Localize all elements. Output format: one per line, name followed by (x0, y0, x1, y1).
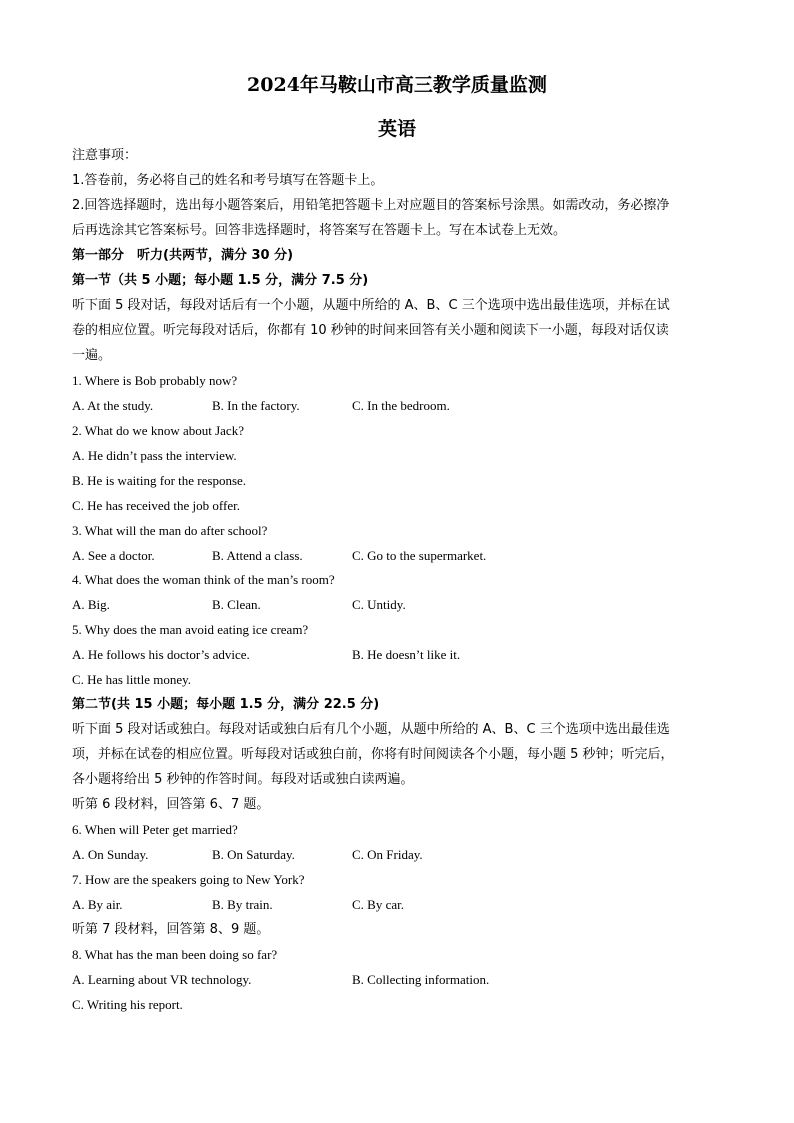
question-2-option-a: A. He didn’t pass the interview. (72, 448, 237, 463)
question-8-option-b: B. Collecting information. (352, 972, 490, 987)
question-3-stem: 3. What will the man do after school? (72, 523, 268, 538)
question-8-stem: 8. What has the man been doing so far? (72, 947, 278, 962)
question-3-option-a: A. See a doctor. (72, 548, 155, 563)
section1-instructions-line-1: 听下面 5 段对话，每段对话后有一个小题，从题中所给的 A、B、C 三个选项中选出最佳选项，并标在试 (72, 298, 670, 313)
question-4-option-a: A. Big. (72, 597, 110, 612)
notice-item-1: 1.答卷前，务必将自己的姓名和考号填写在答题卡上。 (72, 173, 384, 188)
question-8-option-a: A. Learning about VR technology. (72, 972, 252, 987)
question-3-option-b: B. Attend a class. (212, 548, 303, 563)
section2-heading: 第二节(共 15 小题；每小题 1.5 分，满分 22.5 分) (72, 697, 380, 712)
question-5-option-c: C. He has little money. (72, 672, 192, 687)
section2-instructions-line-1: 听下面 5 段对话或独白。每段对话或独白后有几个小题，从题中所给的 A、B、C 三个选项中选出最佳选 (72, 722, 670, 737)
notice-item-2-line-1: 2.回答选择题时，选出每小题答案后，用铅笔把答题卡上对应题目的答案标号涂黑。如需改动，务必擦净 (72, 198, 670, 213)
question-2-option-c: C. He has received the job offer. (72, 498, 240, 513)
section1-heading: 第一节（共 5 小题；每小题 1.5 分，满分 7.5 分) (72, 273, 369, 288)
question-6-stem: 6. When will Peter get married? (72, 822, 238, 837)
part1-heading: 第一部分 听力(共两节，满分 30 分) (72, 248, 294, 263)
section2-instructions-line-3: 各小题将给出 5 秒钟的作答时间。每段对话或独白读两遍。 (72, 772, 414, 787)
question-4-option-b: B. Clean. (212, 597, 261, 612)
question-7-option-c: C. By car. (352, 897, 404, 912)
question-1-stem: 1. Where is Bob probably now? (72, 373, 238, 388)
exam-title: 2024年马鞍山市高三教学质量监测 (247, 74, 547, 96)
question-3-option-c: C. Go to the supermarket. (352, 548, 487, 563)
notice-heading: 注意事项： (72, 148, 138, 163)
exam-subject: 英语 (377, 118, 416, 140)
question-5-stem: 5. Why does the man avoid eating ice cream? (72, 622, 309, 637)
question-5-option-b: B. He doesn’t like it. (352, 647, 461, 662)
question-1-option-a: A. At the study. (72, 398, 154, 413)
question-6-option-a: A. On Sunday. (72, 847, 149, 862)
question-1-option-c: C. In the bedroom. (352, 398, 450, 413)
question-2-option-b: B. He is waiting for the response. (72, 473, 247, 488)
question-2-stem: 2. What do we know about Jack? (72, 423, 244, 438)
question-7-option-b: B. By train. (212, 897, 273, 912)
question-4-option-c: C. Untidy. (352, 597, 406, 612)
question-7-stem: 7. How are the speakers going to New York? (72, 872, 305, 887)
section2-instructions-line-2: 项，并标在试卷的相应位置。听每段对话或独白前，你将有时间阅读各个小题，每小题 5 秒钟；听完后， (72, 747, 674, 762)
material-7-note: 听第 7 段材料，回答第 8、9 题。 (72, 922, 270, 937)
question-8-option-c: C. Writing his report. (72, 997, 183, 1012)
question-4-stem: 4. What does the woman think of the man’s room? (72, 572, 335, 587)
question-7-option-a: A. By air. (72, 897, 123, 912)
question-5-option-a: A. He follows his doctor’s advice. (72, 647, 250, 662)
question-6-option-c: C. On Friday. (352, 847, 423, 862)
section1-instructions-line-3: 一遍。 (72, 348, 112, 363)
question-1-option-b: B. In the factory. (212, 398, 300, 413)
section1-instructions-line-2: 卷的相应位置。听完每段对话后，你都有 10 秒钟的时间来回答有关小题和阅读下一小题，每段对话仅读 (72, 323, 669, 338)
notice-item-2-line-2: 后再选涂其它答案标号。回答非选择题时，将答案写在答题卡上。写在本试卷上无效。 (72, 223, 567, 238)
material-6-note: 听第 6 段材料，回答第 6、7 题。 (72, 797, 270, 812)
question-6-option-b: B. On Saturday. (212, 847, 295, 862)
